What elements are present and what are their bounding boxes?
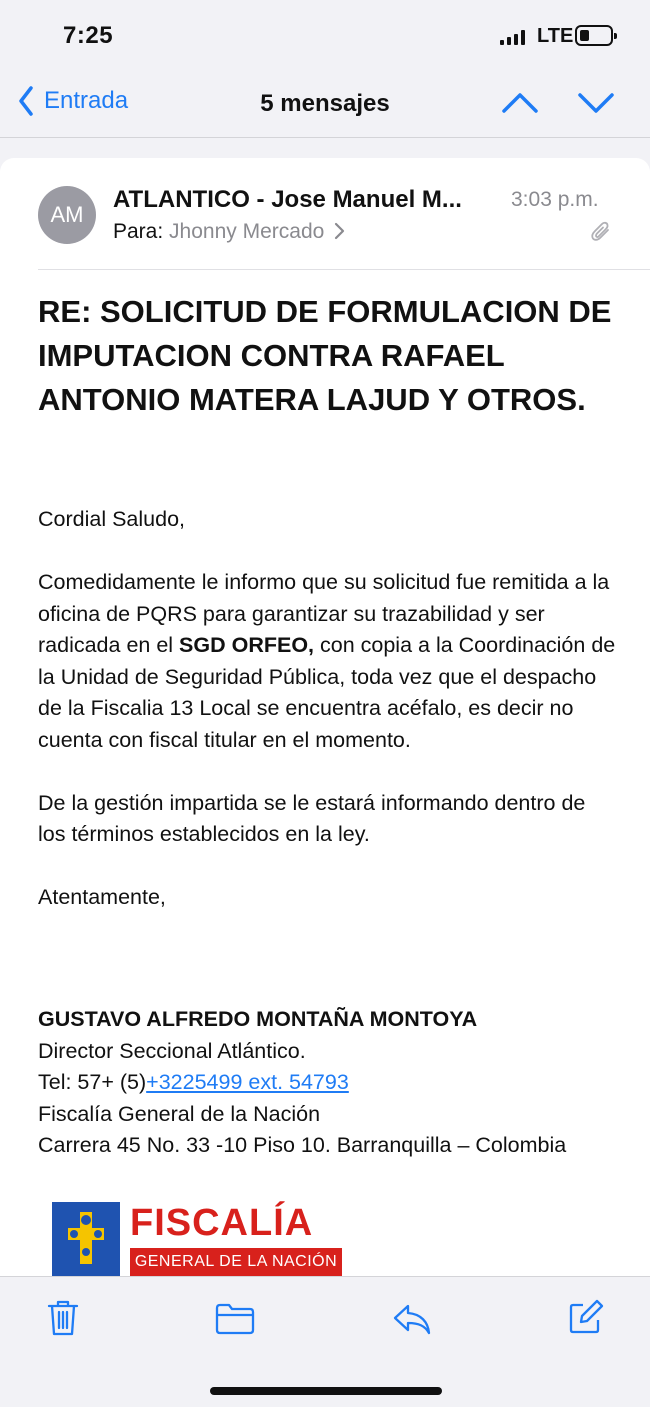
paragraph-1 — [38, 567, 618, 756]
trash-icon[interactable] — [47, 1299, 79, 1337]
nav-title: 5 mensajes — [260, 90, 390, 117]
chevron-right-icon — [334, 222, 346, 240]
signature-tel — [38, 1067, 618, 1099]
paragraph-2: De la gestión impartida se le estará informando dentro de los términos establecidos en la ley. — [38, 790, 586, 846]
email-time: 3:03 p.m. — [511, 188, 599, 211]
tel-label: Tel: 57+ (5) — [38, 1070, 147, 1094]
email-subject: RE: SOLICITUD DE FORMULACION DE IMPUTACION CONTRA RAFAEL ANTONIO MATERA LAJUD Y OTROS. — [38, 294, 612, 417]
home-indicator[interactable] — [210, 1387, 442, 1395]
signature-org: Fiscalía General de la Nación — [38, 1101, 321, 1126]
p1-text-b: con copia a la Coordinación de la Unidad de Seguridad Pública, toda vez que el despacho de la Fiscalia 13 Local se encuentra acéfalo, es decir no cuenta con fiscal titular en el momento. — [38, 633, 616, 752]
signature — [38, 1004, 618, 1162]
paperclip-icon — [590, 220, 612, 244]
sender-name[interactable]: ATLANTICO - Jose Manuel M... — [113, 186, 462, 213]
signal-icon — [500, 30, 526, 45]
p1-bold: SGD ORFEO, — [179, 633, 315, 657]
chevron-down-icon[interactable] — [578, 92, 614, 114]
phone-link[interactable]: +3225499 ext. 54793 — [146, 1070, 349, 1094]
nav-bar — [0, 70, 650, 138]
puzzle-icon — [68, 1212, 104, 1264]
back-label: Entrada — [44, 87, 129, 114]
recipient-line[interactable] — [113, 220, 346, 244]
email-card — [0, 158, 650, 1276]
bottom-toolbar — [0, 1276, 650, 1407]
signature-address: Carrera 45 No. 33 -10 Piso 10. Barranquilla – Colombia — [38, 1133, 567, 1157]
recipient-name[interactable]: Jhonny Mercado — [169, 220, 325, 243]
avatar[interactable]: AM — [38, 186, 96, 244]
greeting: Cordial Saludo, — [38, 507, 186, 531]
status-bar — [0, 0, 650, 70]
header-divider — [38, 269, 650, 270]
signature-name: GUSTAVO ALFREDO MONTAÑA MONTOYA — [38, 1007, 478, 1031]
fiscalia-logo — [52, 1202, 344, 1276]
chevron-up-icon[interactable] — [502, 92, 538, 114]
logo-sub: GENERAL DE LA NACIÓN — [130, 1248, 342, 1276]
email-body — [38, 504, 618, 945]
status-time: 7:25 — [63, 22, 114, 49]
logo-mark — [52, 1202, 120, 1276]
signature-role: Director Seccional Atlántico. — [38, 1038, 306, 1063]
to-label: Para: — [113, 220, 164, 243]
closing: Atentamente, — [38, 885, 166, 909]
battery-icon — [575, 25, 613, 46]
folder-icon[interactable] — [215, 1303, 255, 1335]
logo-word: FISCALÍA — [130, 1202, 314, 1244]
compose-icon[interactable] — [568, 1299, 604, 1335]
network-label: LTE — [537, 25, 574, 47]
reply-icon[interactable] — [392, 1303, 432, 1335]
p1-text-a: Comedidamente le informo que su solicitud fue remitida a la oficina de PQRS para garantizar su trazabilidad y ser radicada en el — [38, 570, 610, 657]
